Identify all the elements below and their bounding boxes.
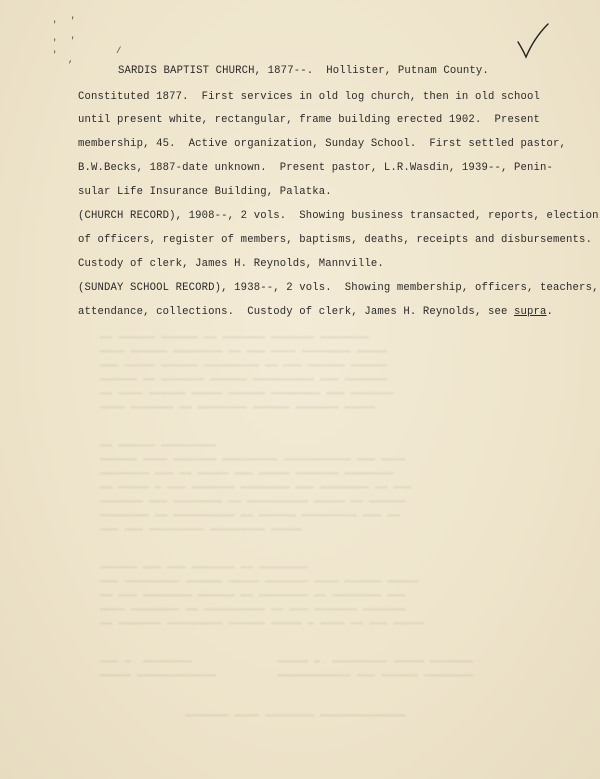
supra-reference: supra — [514, 306, 547, 318]
text-line: of officers, register of members, baptisms, deaths, receipts and disbursements. — [78, 234, 593, 246]
document-page: ' ' ' ' ' , / ▬▬ ▬▬▬▬▬▬ ▬▬▬▬▬▬ ▬▬ ▬▬▬▬▬▬▬ ▬▬▬▬▬▬▬ ▬▬▬▬▬▬▬▬ ▬▬▬▬ ▬▬▬▬▬▬ ▬▬▬▬▬▬▬▬ ▬▬ ▬▬▬ ▬▬▬▬ ▬▬▬▬▬▬▬▬ ▬▬▬▬▬ ▬▬▬ ▬▬▬▬▬ ▬▬▬▬▬▬ ▬▬▬▬▬▬▬▬▬ ▬▬ ▬▬▬ ▬▬▬▬▬▬ ▬▬▬▬▬▬ ▬▬▬▬▬▬ ▬▬ ▬▬▬▬▬▬▬ ▬▬▬▬▬▬ ▬▬▬▬▬▬▬▬▬▬ ▬▬▬ ▬▬▬▬▬▬▬ ▬▬ ▬▬▬▬ ▬▬▬▬▬▬ ▬▬▬▬▬ ▬▬▬▬▬▬ ▬▬▬▬▬▬▬▬ ▬▬▬ ▬▬▬▬▬▬▬ ▬▬▬▬ ▬▬▬▬▬▬▬ ▬▬ ▬▬▬▬▬▬▬▬ ▬▬▬▬▬▬ ▬▬▬▬▬▬▬ ▬▬▬▬▬ ▬▬ ▬▬▬▬▬▬ ▬▬▬▬▬▬▬▬▬ ▬▬▬▬▬▬ ▬▬▬▬ ▬▬▬▬▬▬▬ ▬▬▬▬▬▬▬▬▬ ▬▬▬▬▬▬▬▬▬▬▬ ▬▬▬ ▬▬▬▬ ▬▬▬▬▬▬▬▬ ▬▬▬ ▬▬ ▬▬▬▬▬ ▬▬▬ ▬▬▬▬▬ ▬▬▬▬▬▬▬ ▬▬▬▬▬▬▬▬ ▬▬ ▬▬▬▬▬ ▬ ▬▬▬ ▬▬▬▬▬▬▬ ▬▬▬▬▬▬▬▬ ▬▬▬ ▬▬▬▬▬▬▬▬ ▬▬ ▬▬▬ ▬▬▬▬▬▬▬ ▬▬▬ ▬▬▬▬▬▬▬▬ ▬▬ ▬▬▬▬▬▬▬▬▬▬ ▬▬▬▬▬ ▬▬ ▬▬▬▬▬▬ ▬▬▬▬▬▬▬▬ ▬▬ ▬▬▬▬▬▬▬▬▬▬ ▬▬ ▬▬▬▬▬▬ ▬▬▬▬▬▬▬▬▬ ▬▬▬ ▬▬ ▬▬▬ ▬▬▬ ▬▬▬▬▬▬▬▬▬ ▬▬▬▬▬▬▬▬▬ ▬▬▬▬▬ ▬▬▬▬▬▬ ▬▬▬ ▬▬▬ ▬▬▬▬▬▬▬ ▬▬ ▬▬▬▬▬▬▬▬ ▬▬▬ ▬▬▬▬▬▬▬▬▬ ▬▬▬▬▬▬ ▬▬▬▬▬ ▬▬▬▬▬▬▬ ▬▬▬▬ ▬▬▬▬▬▬ ▬▬▬▬▬ ▬▬ ▬▬▬ ▬▬▬▬▬▬▬▬ ▬▬▬▬▬▬ ▬▬ ▬▬▬▬▬▬▬▬ ▬▬ ▬▬▬▬▬▬▬▬ ▬▬▬ ▬▬▬▬ ▬▬▬▬▬▬▬▬ ▬▬ ▬▬▬▬▬▬▬▬▬▬ ▬▬ ▬▬▬ ▬▬▬▬▬▬▬ ▬▬▬▬▬▬▬ ▬▬ ▬▬▬▬▬▬▬ ▬▬▬▬▬▬▬▬▬ ▬▬▬▬▬▬ ▬▬▬▬▬ ▬ ▬▬▬▬ ▬▬ ▬▬▬ ▬▬▬▬▬ ▬▬▬ ▬. ▬▬▬▬▬▬▬▬ ▬▬▬▬▬ ▬. ▬▬▬▬▬▬▬▬▬ ▬▬▬▬▬ ▬▬▬▬▬▬▬ ▬▬▬▬▬ ▬▬▬▬▬▬▬▬▬▬▬▬▬ ▬▬▬▬▬▬▬▬▬▬▬▬ ▬▬▬ ▬▬▬▬▬▬ ▬▬▬▬▬▬▬▬ ▬▬▬▬▬▬▬ ▬▬▬▬ ▬▬▬▬▬▬▬▬ ▬▬▬▬▬▬▬▬▬▬▬▬▬▬ SARDIS BAPTIST CHURCH, 1877--. Hollister, Putnam County. Constituted 1877. First services in old log church, then in old school until present white, rectangular, frame building erected 1902. Present membership, 45. Active organization, Sunday School. First settled pastor, B.W.Becks, 1887-date unknown. Present pastor, L.R.Wasdin, 1939--, Penin- sular Life Insurance Building, Palatka. (CHURCH RECORD), 1908--, 2 vols. Showing business transacted, reports, election of officers, register of members, baptisms, deaths, receipts and disbursements. Custody of clerk, James H. Reynolds, Mannville. (SUNDAY SCHOOL RECORD), 1938--, 2 vols. Showing membership, officers, teachers, attendance, collections. Custody of clerk, James H. Reynolds, see supra. — [0, 0, 600, 779]
text-line: sular Life Insurance Building, Palatka. — [78, 186, 332, 198]
text-line: membership, 45. Active organization, Sunday School. First settled pastor, — [78, 138, 567, 150]
margin-tick: ' — [70, 16, 76, 26]
text-segment: . — [546, 306, 554, 318]
entry-heading: SARDIS BAPTIST CHURCH, 1877--. Hollister, Putnam County. — [118, 65, 489, 77]
margin-tick: ' — [52, 20, 58, 30]
text-line: B.W.Becks, 1887-date unknown. Present pastor, L.R.Wasdin, 1939--, Penin- — [78, 162, 554, 174]
church-record-entry: (CHURCH RECORD), 1908--, 2 vols. Showing business transacted, reports, election — [78, 210, 599, 222]
text-segment: attendance, collections. Custody of clerk, James H. Reynolds, see — [78, 306, 514, 318]
text-line: Custody of clerk, James H. Reynolds, Mannville. — [78, 258, 384, 270]
margin-tick: , — [68, 55, 74, 65]
margin-tick: ' — [52, 38, 58, 48]
text-line — [78, 305, 553, 319]
sunday-school-record-entry: (SUNDAY SCHOOL RECORD), 1938--, 2 vols. Showing membership, officers, teachers, — [78, 282, 599, 294]
text-line: until present white, rectangular, frame building erected 1902. Present — [78, 114, 541, 126]
margin-tick: ' — [70, 36, 76, 46]
text-line: Constituted 1877. First services in old log church, then in old school — [78, 91, 541, 103]
margin-tick: / — [116, 46, 122, 56]
margin-tick: ' — [52, 50, 58, 60]
check-mark-icon — [514, 20, 550, 60]
